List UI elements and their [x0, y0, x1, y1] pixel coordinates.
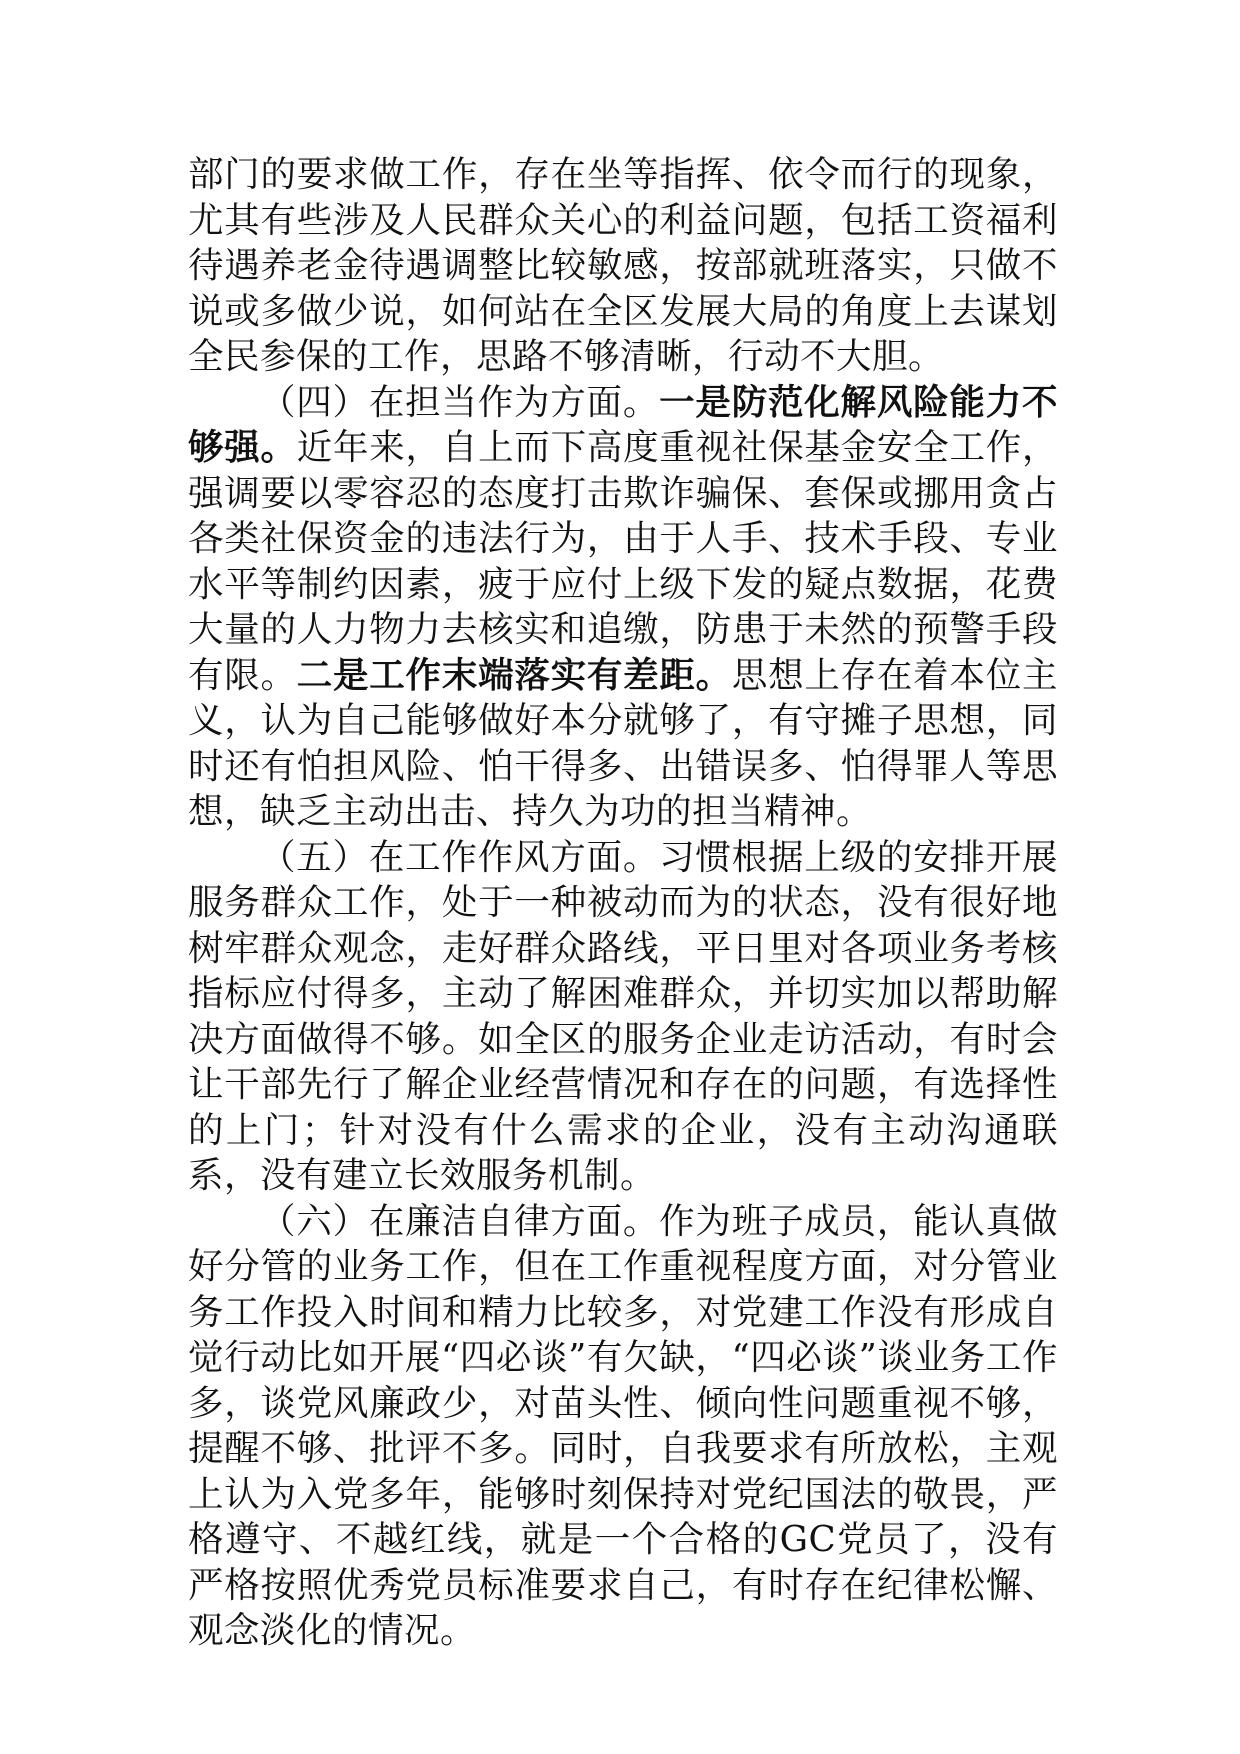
paragraph-section-six: [188, 1199, 1058, 1654]
bold-point-two: 二是工作末端落实有差距。: [296, 654, 732, 696]
paragraph-continuation: [188, 152, 1058, 380]
paragraph-section-four: [188, 380, 1058, 835]
paragraph-text: （六）在廉洁自律方面。作为班子成员，能认真做好分管的业务工作，但在工作重视程度方面，对分管业务工作投入时间和精力比较多，对党建工作没有形成自觉行动比如开展“四必谈”有欠缺，“四必谈”谈业务工作多，谈党风廉政少，对苗头性、倾向性问题重视不够，提醒不够、批评不多。同时，自我要求有所放松，主观上认为入党多年，能够时刻保持对党纪国法的敬畏，严格遵守、不越红线，就是一个合格的GC党员了，没有严格按照优秀党员标准要求自己，有时存在纪律松懈、观念淡化的情况。: [188, 1200, 1058, 1651]
paragraph-text: 部门的要求做工作，存在坐等指挥、依令而行的现象，尤其有些涉及人民群众关心的利益问题，包括工资福利待遇养老金待遇调整比较敏感，按部就班落实，只做不说或多做少说，如何站在全区发展大局的角度上去谋划全民参保的工作，思路不够清晰，行动不大胆。: [188, 154, 1058, 377]
document-page: [188, 152, 1058, 1654]
bold-point-one: 一是防范化解风险能力不够强。: [188, 381, 1058, 468]
paragraph-text: 思想上存在着本位主义，认为自己能够做好本分就够了，有守摊子思想，同时还有怕担风险、怕干得多、出错误多、怕得罪人等思想，缺乏主动出击、持久为功的担当精神。: [188, 654, 1058, 832]
paragraph-text: 近年来，自上而下高度重视社保基金安全工作，强调要以零容忍的态度打击欺诈骗保、套保或挪用贪占各类社保资金的违法行为，由于人手、技术手段、专业水平等制约因素，疲于应付上级下发的疑点数据，花费大量的人力物力去核实和追缴，防患于未然的预警手段有限。: [188, 427, 1058, 696]
paragraph-section-five: [188, 835, 1058, 1199]
paragraph-text: （五）在工作作风方面。习惯根据上级的安排开展服务群众工作，处于一种被动而为的状态，没有很好地树牢群众观念，走好群众路线，平日里对各项业务考核指标应付得多，主动了解困难群众，并切实加以帮助解决方面做得不够。如全区的服务企业走访活动，有时会让干部先行了解企业经营情况和存在的问题，有选择性的上门；针对没有什么需求的企业，没有主动沟通联系，没有建立长效服务机制。: [188, 836, 1058, 1196]
section-heading: （四）在担当作为方面。: [260, 381, 660, 423]
